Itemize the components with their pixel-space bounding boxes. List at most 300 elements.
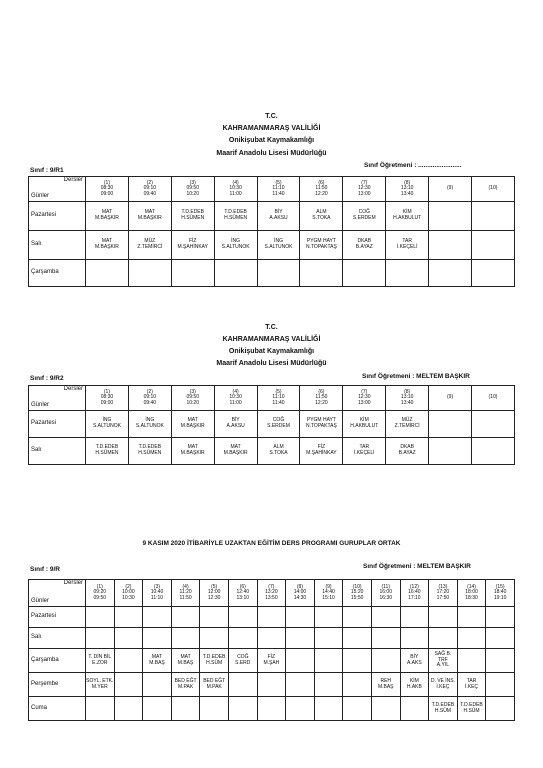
lesson-name: DKAB — [400, 444, 414, 451]
period-header — [214, 386, 257, 411]
period-end: 14:30 — [293, 594, 307, 601]
lesson-cell — [429, 673, 458, 697]
lesson-name: MAT — [230, 444, 241, 451]
teacher-name: M.BAŞKIR — [137, 215, 162, 221]
lesson-cell — [171, 260, 214, 287]
lesson-cell — [314, 607, 343, 628]
lesson-cell — [371, 697, 400, 721]
teacher-name: E.ZOR — [92, 659, 108, 666]
lesson-cell — [214, 202, 257, 231]
period-header — [472, 177, 515, 202]
lesson-cell — [386, 260, 429, 287]
lesson-name: KİM — [409, 677, 419, 684]
teacher-name: A.AKS — [406, 659, 422, 666]
day-label: Cuma — [29, 697, 86, 721]
lesson-name: MÜZ — [401, 417, 413, 424]
lesson-cell — [228, 697, 257, 721]
period-start: 10:40 — [150, 589, 164, 596]
lesson-cell — [114, 607, 143, 628]
period-end: 13:40 — [400, 190, 414, 197]
lesson-cell — [171, 411, 214, 438]
day-label: Çarşamba — [29, 649, 86, 673]
period-number: (3) — [189, 179, 196, 186]
teacher-name: M.BAŞKIR — [180, 423, 205, 429]
period-header — [429, 580, 458, 607]
period-end: 09:00 — [100, 399, 114, 406]
lesson-cell — [171, 697, 200, 721]
lesson-cell — [386, 411, 429, 438]
lesson-cell — [286, 673, 315, 697]
lesson-name: COĞ — [272, 417, 285, 424]
lesson-name: FİZ — [317, 444, 326, 451]
corner-gunler-label: Günler — [31, 402, 50, 409]
lesson-cell — [343, 231, 386, 260]
period-number: (9) — [447, 185, 454, 192]
lesson-cell — [386, 231, 429, 260]
period-start: 09:10 — [143, 185, 157, 192]
header-valilik: KAHRAMANMARAŞ VALİLİĞİ — [222, 125, 321, 132]
period-start: 14:40 — [322, 589, 335, 596]
period-header — [128, 386, 171, 411]
header-valilik: KAHRAMANMARAŞ VALİLİĞİ — [222, 336, 321, 343]
lesson-name: T.D.EDEB — [202, 653, 226, 660]
lesson-name: D. VE İNS. — [430, 677, 456, 684]
lesson-name: DKAB — [357, 238, 372, 245]
period-end: 13:10 — [236, 594, 250, 601]
lesson-cell — [200, 607, 229, 628]
period-end: 18:30 — [465, 594, 478, 601]
lesson-cell — [386, 202, 429, 231]
period-header — [171, 580, 200, 607]
table-row — [29, 231, 515, 260]
lesson-cell — [86, 649, 115, 673]
lesson-cell — [343, 260, 386, 287]
teacher-name: M.PAK — [206, 683, 222, 690]
lesson-cell — [86, 260, 129, 287]
lesson-cell — [86, 202, 129, 231]
period-start: 15:20 — [350, 589, 364, 596]
lesson-cell — [86, 628, 115, 649]
lesson-name: ALM — [316, 209, 327, 216]
lesson-name: COĞ — [237, 653, 249, 660]
lesson-cell — [457, 697, 486, 721]
lesson-cell — [472, 231, 515, 260]
period-number: (9) — [325, 583, 332, 590]
lesson-cell — [257, 438, 300, 465]
period-end: 11:00 — [229, 190, 242, 197]
period-number: (2) — [125, 583, 132, 590]
lesson-cell — [386, 438, 429, 465]
lesson-cell — [143, 628, 172, 649]
lesson-cell — [429, 607, 458, 628]
lesson-cell — [457, 628, 486, 649]
period-header — [214, 177, 257, 202]
period-end: 11:50 — [179, 594, 192, 601]
table-row — [29, 260, 515, 287]
period-start: 11:50 — [315, 185, 328, 192]
class-label: Sınıf : 9/R — [30, 566, 60, 573]
period-number: (7) — [361, 179, 368, 186]
period-start: 10:30 — [229, 394, 242, 401]
period-header — [472, 386, 515, 411]
teacher-name: H.SÜMEN — [224, 215, 248, 221]
period-end: 10:20 — [186, 399, 199, 406]
period-start: 18:40 — [493, 589, 507, 596]
period-end: 17:50 — [436, 594, 450, 601]
lesson-cell — [286, 697, 315, 721]
period-start: 18:00 — [465, 589, 478, 596]
teacher-name: S.ERD — [235, 659, 251, 666]
period-number: (8) — [404, 388, 411, 395]
teacher-name: M.ŞAHİNKAY — [177, 244, 208, 250]
period-header — [257, 580, 286, 607]
lesson-cell — [214, 411, 257, 438]
period-start: 11:50 — [315, 394, 328, 401]
period-start: 09:10 — [143, 394, 157, 401]
header-tc: T.C. — [265, 113, 278, 120]
lesson-cell — [343, 673, 372, 697]
teacher-name: M.PAK — [177, 683, 194, 690]
teacher-name: M.BAŞ — [149, 659, 165, 666]
lesson-cell — [200, 673, 229, 697]
lesson-cell — [343, 697, 372, 721]
header-tc: T.C. — [265, 324, 278, 331]
teacher-name: H.AKBULUT — [350, 423, 379, 429]
lesson-cell — [214, 260, 257, 287]
period-header — [128, 177, 171, 202]
lesson-cell — [128, 260, 171, 287]
lesson-name: REH — [380, 677, 392, 684]
period-start: 11:20 — [179, 589, 192, 596]
lesson-cell — [457, 673, 486, 697]
period-header — [86, 177, 129, 202]
lesson-name: MAT — [187, 444, 198, 451]
lesson-cell — [171, 649, 200, 673]
lesson-name: SAĞ B. TRF — [434, 651, 452, 663]
period-header — [257, 386, 300, 411]
teacher-name: İ.KEÇELİ — [354, 450, 375, 456]
lesson-name: FİZ — [267, 653, 276, 660]
teacher-name: S.ALTUNOK — [264, 244, 293, 250]
period-start: 11:10 — [272, 394, 285, 401]
period-header — [228, 580, 257, 607]
period-number: (6) — [318, 179, 325, 186]
teacher-name: M.ŞAH — [263, 659, 280, 666]
table-row — [29, 411, 515, 438]
period-number: (14) — [467, 583, 476, 590]
lesson-name: FİZ — [188, 238, 197, 245]
period-number: (13) — [438, 583, 448, 590]
lesson-cell — [257, 607, 286, 628]
period-header — [171, 386, 214, 411]
class-teacher: Sınıf Öğretmeni : ........................ — [364, 162, 462, 169]
lesson-name: T.D.EDEB — [95, 444, 119, 451]
period-end: 15:10 — [322, 594, 335, 601]
day-label: Pazartesi — [29, 411, 86, 438]
lesson-cell — [171, 673, 200, 697]
period-header — [429, 386, 472, 411]
period-header — [171, 177, 214, 202]
lesson-cell — [314, 628, 343, 649]
period-number: (10) — [488, 394, 498, 401]
lesson-name: T.D.EDEB — [181, 209, 204, 216]
period-start: 12:30 — [358, 185, 371, 192]
lesson-cell — [371, 607, 400, 628]
day-label: Çarşamba — [29, 260, 86, 287]
corner-gunler-label: Günler — [31, 193, 50, 200]
period-number: (2) — [146, 179, 153, 186]
teacher-name: H.SÜMEN — [181, 215, 205, 221]
period-start: 12:40 — [236, 589, 250, 596]
period-start: 11:10 — [272, 185, 285, 192]
period-header — [400, 580, 429, 607]
period-start: 13:10 — [400, 394, 414, 401]
period-start: 12:00 — [207, 589, 221, 596]
lesson-name: ALM — [273, 444, 284, 451]
lesson-cell — [171, 628, 200, 649]
lesson-cell — [472, 202, 515, 231]
teacher-name: S.ALTUNOK — [92, 423, 121, 429]
lesson-cell — [486, 697, 515, 721]
lesson-cell — [114, 649, 143, 673]
teacher-name: H.SÜM — [463, 707, 480, 714]
period-number: (5) — [275, 388, 282, 395]
lesson-cell — [457, 607, 486, 628]
lesson-name: T.D.EDEB — [224, 209, 247, 216]
lesson-cell — [486, 628, 515, 649]
table-row — [29, 607, 515, 628]
period-header — [386, 177, 429, 202]
table-row — [29, 697, 515, 721]
lesson-cell — [114, 673, 143, 697]
period-end: 13:40 — [400, 399, 414, 406]
lesson-name: MAT — [101, 209, 113, 216]
teacher-name: M.BAŞKIR — [94, 215, 119, 221]
period-number: (8) — [296, 583, 304, 590]
period-start: 08:30 — [100, 185, 114, 192]
teacher-name: S.ALTUNOK — [221, 244, 250, 250]
lesson-name: KİM — [402, 209, 412, 216]
lesson-cell — [143, 697, 172, 721]
period-end: 12:20 — [315, 399, 328, 406]
lesson-name: T.D.EDEB — [431, 701, 455, 708]
lesson-name: KİM — [359, 417, 369, 424]
teacher-name: Z.TEMİRCİ — [137, 244, 163, 250]
period-start: 13:20 — [265, 589, 278, 596]
class-teacher: Sınıf Öğretmeni : MELTEM BAŞKIR — [363, 563, 471, 570]
day-label: Salı — [29, 438, 86, 465]
teacher-name: S.TOKA — [312, 215, 331, 221]
class-label: Sınıf : 9/R1 — [30, 167, 64, 174]
lesson-cell — [400, 649, 429, 673]
period-end: 09:40 — [143, 399, 157, 406]
lesson-cell — [128, 438, 171, 465]
lesson-cell — [86, 231, 129, 260]
lesson-name: T. DİN BİL — [88, 653, 112, 660]
teacher-name: B.AYAZ — [398, 450, 416, 456]
table-row — [29, 673, 515, 697]
period-header — [200, 580, 229, 607]
table-row — [29, 649, 515, 673]
timetable-9r-distance — [28, 579, 515, 721]
period-number: (7) — [361, 388, 368, 395]
lesson-cell — [343, 202, 386, 231]
teacher-name: Z.TEMİRCİ — [394, 423, 420, 429]
period-header — [143, 580, 172, 607]
teacher-name: H.AKBULUT — [393, 215, 422, 221]
period-end: 16:30 — [379, 594, 392, 601]
lesson-cell — [171, 607, 200, 628]
corner-cell — [29, 386, 86, 411]
lesson-cell — [429, 260, 472, 287]
lesson-cell — [114, 697, 143, 721]
teacher-name: H.AKB — [406, 683, 422, 690]
lesson-name: İNG — [102, 417, 112, 424]
timetable-9r1 — [28, 176, 515, 287]
lesson-cell — [286, 607, 315, 628]
lesson-cell — [300, 202, 343, 231]
teacher-name: M.BAŞKIR — [94, 244, 119, 250]
lesson-name: BİY — [410, 653, 419, 660]
teacher-name: H.SÜM — [434, 707, 451, 714]
lesson-cell — [128, 202, 171, 231]
corner-cell — [29, 580, 86, 607]
period-number: (15) — [495, 583, 505, 590]
teacher-name: İ.KEÇ — [464, 683, 479, 690]
period-number: (5) — [275, 179, 282, 186]
period-header — [314, 580, 343, 607]
lesson-cell — [457, 649, 486, 673]
lesson-cell — [400, 628, 429, 649]
lesson-cell — [200, 649, 229, 673]
period-number: (4) — [182, 583, 189, 590]
teacher-name: M.ŞAHİNKAY — [306, 450, 337, 456]
lesson-cell — [371, 673, 400, 697]
lesson-name: TAR — [466, 677, 477, 684]
lesson-cell — [114, 628, 143, 649]
lesson-name: TAR — [402, 238, 412, 245]
period-header — [286, 580, 315, 607]
lesson-name: İNG — [145, 417, 155, 424]
lesson-cell — [400, 697, 429, 721]
teacher-name: S.ALTUNOK — [135, 423, 164, 429]
lesson-cell — [86, 411, 129, 438]
period-header — [86, 386, 129, 411]
lesson-cell — [143, 673, 172, 697]
lesson-cell — [472, 260, 515, 287]
lesson-cell — [429, 649, 458, 673]
period-header-row — [29, 386, 515, 411]
distance-program-title: 9 KASIM 2020 İTİBARİYLE UZAKTAN EĞİTİM DERS PROGRAMI GURUPLAR ORTAK — [142, 540, 401, 547]
lesson-name: İNG — [231, 238, 241, 245]
timetable-9r2 — [28, 385, 515, 465]
period-start: 12:30 — [358, 394, 371, 401]
period-number: (4) — [232, 179, 239, 186]
teacher-name: M.BAŞKIR — [223, 450, 248, 456]
lesson-cell — [300, 411, 343, 438]
lesson-cell — [429, 438, 472, 465]
lesson-cell — [300, 438, 343, 465]
lesson-cell — [86, 673, 115, 697]
teacher-name: İ.KEÇ — [436, 683, 450, 690]
period-end: 11:40 — [272, 399, 285, 406]
period-header — [300, 177, 343, 202]
lesson-cell — [171, 202, 214, 231]
lesson-name: TAR — [359, 444, 370, 451]
lesson-cell — [472, 438, 515, 465]
class-label: Sınıf : 9/R2 — [30, 375, 64, 382]
period-start: 16:40 — [408, 589, 421, 596]
lesson-cell — [300, 231, 343, 260]
period-header-row — [29, 177, 515, 202]
lesson-name: BİY — [274, 209, 283, 216]
period-number: (7) — [268, 583, 275, 590]
teacher-name: A.YIL — [436, 662, 450, 669]
period-end: 09:40 — [143, 190, 157, 197]
lesson-cell — [429, 628, 458, 649]
period-number: (10) — [352, 583, 362, 590]
period-number: (2) — [146, 388, 153, 395]
lesson-cell — [400, 673, 429, 697]
period-number: (10) — [488, 185, 498, 192]
period-number: (5) — [211, 583, 218, 590]
lesson-name: BED EĞT — [203, 677, 226, 684]
header-kaymakamlik: Onikişubat Kaymakamlığı — [228, 137, 315, 144]
teacher-name: M.BAŞ — [377, 683, 394, 690]
period-end: 11:40 — [272, 190, 285, 197]
teacher-name: M.YER — [91, 683, 108, 690]
day-label: Pazartesi — [29, 607, 86, 628]
lesson-name: MAT — [187, 417, 198, 424]
lesson-cell — [257, 231, 300, 260]
day-label: Salı — [29, 628, 86, 649]
period-header — [429, 177, 472, 202]
day-label: Pazartesi — [29, 202, 86, 231]
teacher-name: H.SÜMEN — [95, 450, 119, 456]
lesson-cell — [257, 649, 286, 673]
lesson-cell — [400, 607, 429, 628]
period-start: 10:00 — [122, 589, 135, 596]
lesson-name: T.D.EDEB — [460, 701, 483, 708]
period-header — [114, 580, 143, 607]
lesson-name: MÜZ — [144, 238, 156, 245]
lesson-cell — [429, 697, 458, 721]
period-end: 19:10 — [493, 594, 507, 601]
teacher-name: S.ERDEM — [267, 423, 290, 429]
lesson-name: SOYL. ETK. — [86, 677, 114, 684]
period-header — [343, 177, 386, 202]
lesson-name: MAT — [151, 653, 163, 660]
table-row — [29, 438, 515, 465]
lesson-cell — [343, 649, 372, 673]
lesson-cell — [200, 628, 229, 649]
lesson-cell — [143, 607, 172, 628]
period-number: (3) — [189, 388, 196, 395]
table-row — [29, 202, 515, 231]
period-number: (1) — [103, 388, 110, 395]
lesson-name: MAT — [144, 209, 155, 216]
lesson-cell — [314, 673, 343, 697]
period-start: 13:10 — [400, 185, 414, 192]
teacher-name: S.ERDEM — [352, 215, 376, 221]
lesson-name: MAT — [101, 238, 113, 245]
lesson-cell — [257, 411, 300, 438]
lesson-name: MAT — [180, 653, 191, 660]
teacher-name: N.TOPAKTAŞ — [305, 423, 337, 429]
period-start: 09:20 — [93, 589, 107, 596]
lesson-cell — [343, 438, 386, 465]
corner-dersler-label: Dersler — [63, 386, 83, 392]
